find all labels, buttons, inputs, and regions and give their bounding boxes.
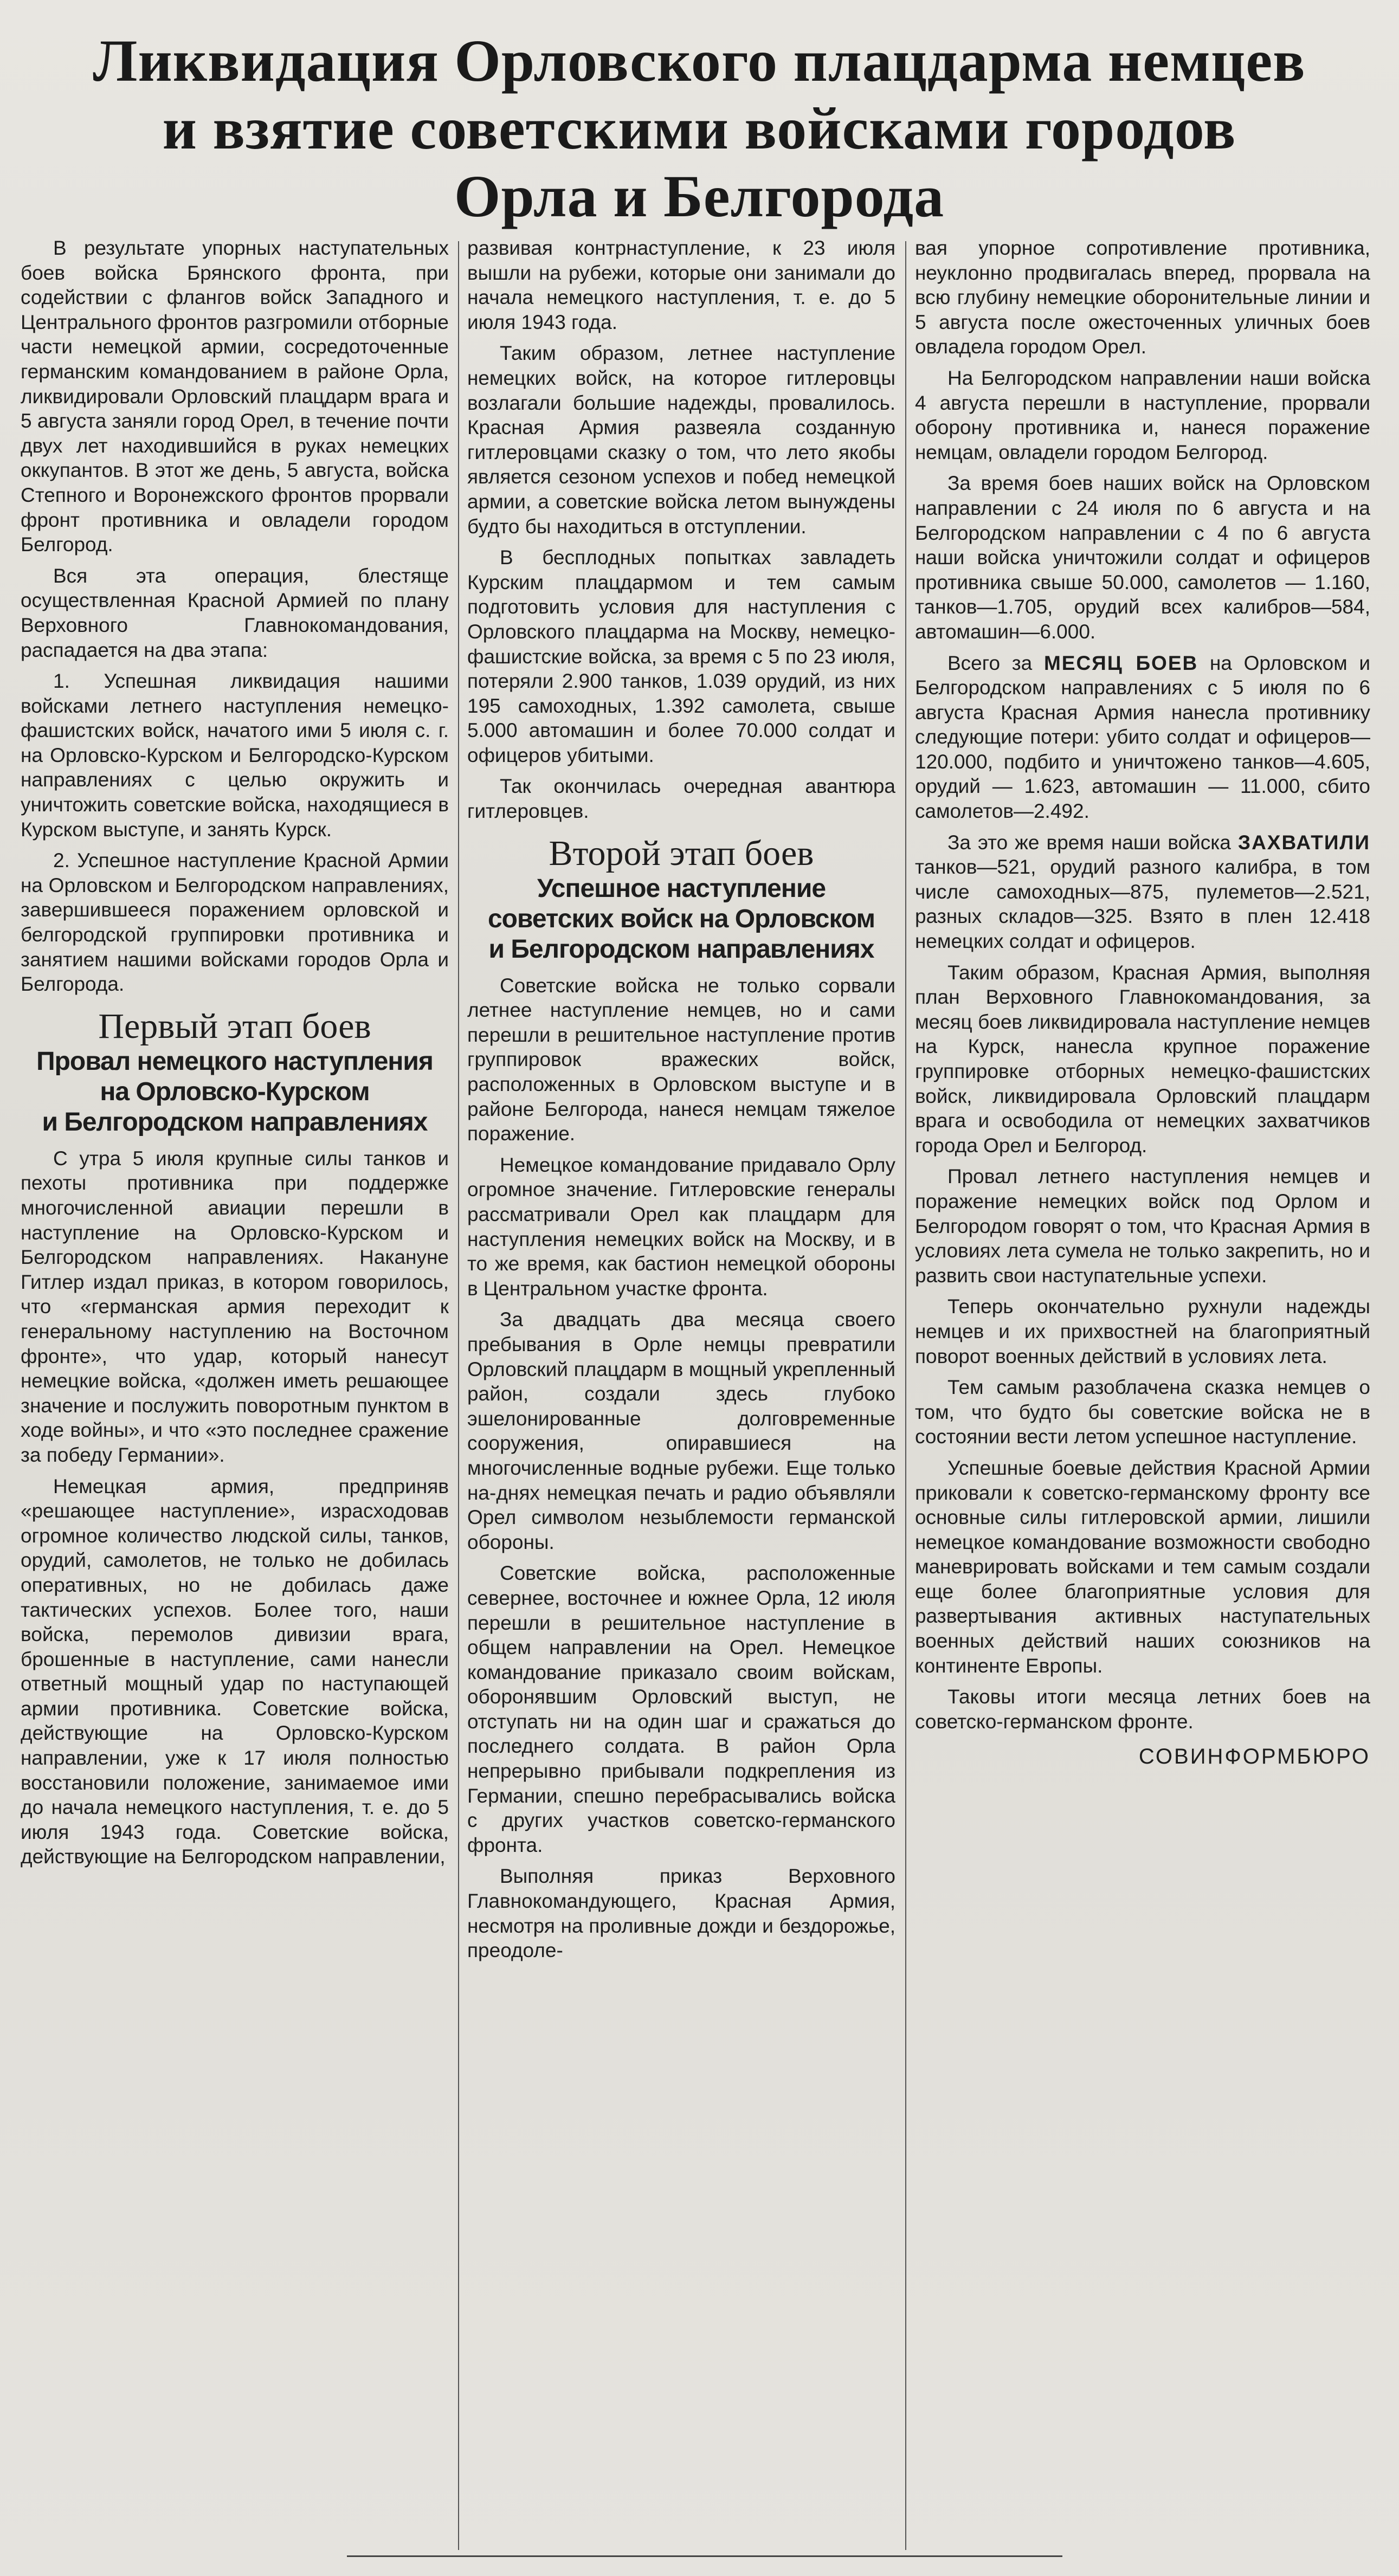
section-title: Второй этап боев [549, 833, 814, 873]
signature-sovinformburo: СОВИНФОРМБЮРО [1138, 1745, 1370, 1769]
paragraph: Таким образом, летнее наступление немецких войск, на которое гитлеровцы возлагали большие надежды, провалилось. Красная Армия развеяла созданную гитлеровцами сказку о том, что лето якобы является сезоном успехов и побед немецкой армии, а советские войска летом вынуждены будто бы находиться в отступлении. [467, 342, 895, 538]
text-run: танков—521, орудий разного калибра, в том числе самоходных—875, пулеметов—2.521, разных складов—325. Взято в плен 12.418 немецких солдат и офицеров. [915, 856, 1370, 953]
article-column-1 [21, 236, 449, 2566]
section-heading-second-stage [467, 834, 895, 965]
column-divider [458, 241, 459, 2550]
text-run: Всего за [947, 651, 1033, 674]
bottom-divider [347, 2555, 1062, 2557]
paragraph: Выполняя приказ Верховного Главнокомандующего, Красная Армия, несмотря на проливные дожди и бездорожье, преодоле- [467, 1865, 895, 1962]
column-divider [905, 241, 906, 2550]
paragraph: Таким образом, Красная Армия, выполняя план Верховного Главнокомандования, за месяц боев ликвидировала наступление немцев на Курск, нанесла крупное поражение группировке отборных немецко-фашистских войск, ликвидировала Орловский плацдарм врага и освободила от немецких захватчиков города Орел и Белгород. [915, 961, 1370, 1157]
paragraph: 2. Успешное наступление Красной Армии на Орловском и Белгородском направлениях, завершившееся поражением орловской и белгородской группировки противника и занятием нашими войсками городов Орла и Белгорода. [21, 849, 449, 996]
headline-line-2: и взятие советскими войсками городов [162, 95, 1236, 162]
paragraph: развивая контрнаступление, к 23 июля вышли на рубежи, которые они занимали до начала немецкого наступления, т. е. до 5 июля 1943 года. [467, 237, 895, 333]
paragraph [915, 651, 1370, 824]
paragraph: На Белгородском направлении наши войска 4 августа перешли в наступление, прорвали оборону противника и, нанеся поражение немцам, овладели городом Белгород. [915, 366, 1370, 463]
paragraph: В бесплодных попытках завладеть Курским плацдармом и тем самым подготовить условия для наступления с Орловского плацдарма на Москву, немецко-фашистские войска, за время с 5 по 23 июля, потеряли 2.900 танков, 1.039 орудий, из них 195 самоходных, 1.392 самолета, свыше 5.000 автомашин и более 70.000 солдат и офицеров убитыми. [467, 546, 895, 766]
section-title: Первый этап боев [98, 1006, 371, 1046]
emphasis-text: МЕСЯЦ БОЕВ [1043, 651, 1198, 674]
paragraph: вая упорное сопротивление противника, неуклонно продвигалась вперед, прорвала на всю глубину немецкие оборонительные линии и 5 августа после ожесточенных уличных боев овладела городом Орел. [915, 237, 1370, 358]
section-subtitle: на Орловско-Курском [100, 1077, 370, 1106]
section-subtitle: и Белгородском направлениях [488, 934, 874, 964]
section-subtitle: и Белгородском направлениях [42, 1107, 428, 1137]
paragraph: Тем самым разоблачена сказка немцев о том, что будто бы советские войска не в состоянии вести летом успешное наступление. [915, 1376, 1370, 1448]
paragraph [915, 830, 1370, 954]
headline [22, 27, 1377, 230]
paragraph: Немецкая армия, предприняв «решающее наступление», израсходовав огромное количество людской силы, танков, орудий, самолетов, не только не добилась оперативных, но не добилась даже тактических успехов. Более того, наши войска, перемолов дивизии врага, брошенные в наступление, сами нанесли ответный мощный удар по наступающей армии противника. Советские войска, действующие на Орловско-Курском направлении, уже к 17 июля полностью восстановили положение, занимаемое ими до начала немецкого наступления, т. е. до 5 июля 1943 года. Советские войска, действующие на Белгородском направлении, [21, 1475, 449, 1868]
paragraph: Таковы итоги месяца летних боев на советско-германском фронте. [915, 1686, 1370, 1733]
paragraph: Вся эта операция, блестяще осуществленная Красной Армией по плану Верховного Главнокомандования, распадается на два этапа: [21, 564, 449, 661]
text-run: За это же время наши войска [947, 831, 1231, 854]
article-column-3 [915, 236, 1370, 2566]
paragraph: Советские войска не только сорвали летнее наступление немцев, но и сами перешли в решительное наступление против группировок вражеских войск, расположенных в Орловском выступе и в районе Белгорода, нанеся немцам тяжелое поражение. [467, 974, 895, 1145]
text-run: на Орловском и Белгородском направлениях с 5 июля по 6 августа Красная Армия нанесла противнику следующие потери: убито солдат и офицеров—120.000, подбито и уничтожено танков—4.605, орудий — 1.623, автомашин — 11.000, сбито самолетов—2.492. [915, 651, 1370, 823]
section-heading-first-stage [21, 1006, 449, 1138]
paragraph: Провал летнего наступления немцев и поражение немецких войск под Орлом и Белгородом говорят о том, что Красная Армия в условиях лета сумела не только закрепить, но и развить свои наступательные успехи. [915, 1165, 1370, 1287]
paragraph: Так окончилась очередная авантюра гитлеровцев. [467, 775, 895, 823]
paragraph: В результате упорных наступательных боев войска Брянского фронта, при содействии с флангов войск Западного и Центрального фронтов разгромили отборные части немецкой армии, сосредоточенные германским командованием в районе Орла, ликвидировали Орловский плацдарм врага и 5 августа заняли город Орел, в течение почти двух лет находившийся в руках немецких оккупантов. В этот же день, 5 августа, войска Степного и Воронежского фронтов прорвали фронт противника и овладели городом Белгород. [21, 237, 449, 556]
section-subtitle: Провал немецкого наступления [36, 1047, 433, 1076]
paragraph: За время боев наших войск на Орловском направлении с 24 июля по 6 августа и на Белгородском направлении с 4 по 6 августа наши войска уничтожили солдат и офицеров противника свыше 50.000, самолетов — 1.160, танков—1.705, орудий всех калибров—584, автомашин—6.000. [915, 472, 1370, 643]
paragraph: За двадцать два месяца своего пребывания в Орле немцы превратили Орловский плацдарм в мощный укрепленный район, создали здесь глубоко эшелонированные долговременные сооружения, опиравшиеся на многочисленные водные рубежи. Еще только на-днях немецкая печать и радио объявляли Орел символом незыблемости германской обороны. [467, 1308, 895, 1553]
paragraph: 1. Успешная ликвидация нашими войсками летнего наступления немецко-фашистских войск, начатого ими 5 июля с. г. на Орловско-Курском и Белгородско-Курском направлениях с целью окружить и уничтожить советские войска, находящиеся в Курском выступе, и занять Курск. [21, 670, 449, 841]
article-column-2 [467, 236, 895, 2566]
paragraph: С утра 5 июля крупные силы танков и пехоты противника при поддержке многочисленной авиации перешли в наступление на Орловско-Курском и Белгородском направлениях. Накануне Гитлер издал приказ, в котором говорилось, что «германская армия переходит к генеральному наступлению на Восточном фронте», что удар, который нанесут немецкие войска, «должен иметь решающее значение и послужить поворотным пунктом в ходе войны», и что «это последнее сражение за победу Германии». [21, 1147, 449, 1466]
paragraph: Немецкое командование придавало Орлу огромное значение. Гитлеровские генералы рассматривали Орел как плацдарм для наступления немецких войск на Москву, и в то же время, как бастион немецкой обороны в Центральном участке фронта. [467, 1153, 895, 1300]
paragraph: Успешные боевые действия Красной Армии приковали к советско-германскому фронту все основные силы гитлеровской армии, лишили немецкое командование возможности свободно маневрировать войсками и тем самым создали еще более благоприятные условия для развертывания активных наступательных военных действий наших союзников на континенте Европы. [915, 1456, 1370, 1677]
section-subtitle: Успешное наступление [537, 874, 826, 903]
headline-line-3: Орла и Белгорода [454, 163, 945, 229]
paragraph: Советские войска, расположенные севернее, восточнее и южнее Орла, 12 июля перешли в решительное наступление в общем направлении на Орел. Немецкое командование приказало своим войскам, оборонявшим Орловский выступ, не отступать ни на один шаг и сражаться до последнего солдата. В район Орла непрерывно прибывали подкрепления из Германии, спешно перебрасывались войска с других участков советско-германского фронта. [467, 1562, 895, 1856]
paragraph: Теперь окончательно рухнули надежды немцев и их прихвостней на благоприятный поворот военных действий в условиях лета. [915, 1295, 1370, 1367]
section-subtitle: советских войск на Орловском [487, 904, 875, 933]
emphasis-text: ЗАХВАТИЛИ [1237, 831, 1370, 854]
headline-line-1: Ликвидация Орловского плацдарма немцев [93, 28, 1306, 94]
